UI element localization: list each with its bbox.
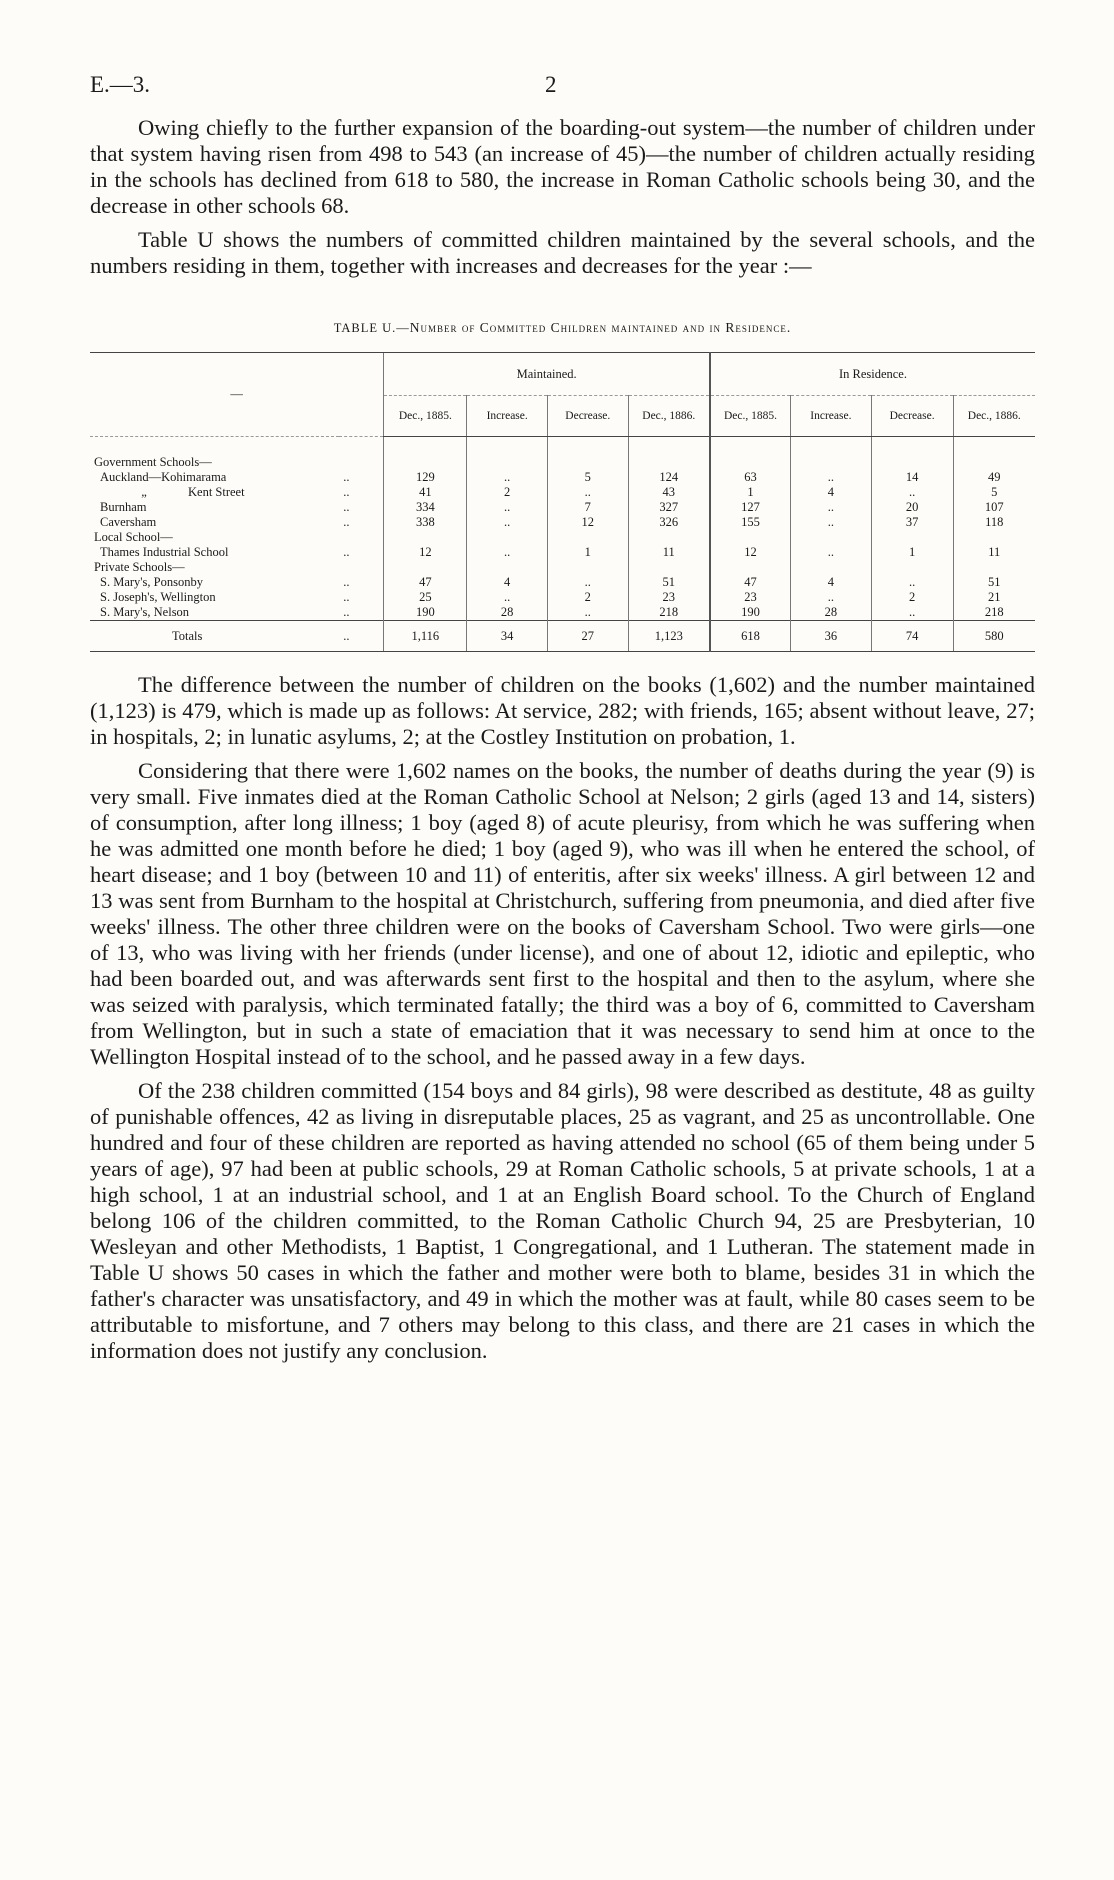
row-label: S. Joseph's, Wellington — [100, 590, 216, 604]
table-cell: 43 — [628, 485, 710, 500]
table-cell: .. — [467, 470, 548, 485]
table-cell: 155 — [710, 515, 791, 530]
table-cell: 41 — [384, 485, 467, 500]
stub-header: — — [90, 353, 384, 437]
row-label: Burnham — [100, 500, 147, 514]
row-label: Caversham — [100, 515, 157, 529]
paragraph: Owing chiefly to the further expansion of the boarding-out system—the number of children under that system having risen from 498 to 543 (an increase of 45)—the number of children actually residing in the schools has declined from 618 to 580, the increase in Roman Catholic schools being 30, and the decrease in other schools 68. — [90, 115, 1035, 218]
table-caption-title: Number of Committed Children maintained and in Residence. — [409, 320, 792, 335]
total-cell: 580 — [953, 621, 1035, 652]
table-cell: 338 — [384, 515, 467, 530]
table-row — [90, 545, 1035, 560]
table-cell: 4 — [791, 575, 872, 590]
total-cell: 74 — [871, 621, 953, 652]
row-label — [90, 485, 339, 500]
table-row — [90, 500, 1035, 515]
table-cell: 327 — [628, 500, 710, 515]
table-cell: 2 — [871, 590, 953, 605]
table-row — [90, 605, 1035, 621]
table-cell: 25 — [384, 590, 467, 605]
table-cell: 11 — [628, 545, 710, 560]
table-row — [90, 515, 1035, 530]
table-cell: 28 — [467, 605, 548, 621]
paragraph: Table U shows the numbers of committed children maintained by the several schools, and the numbers residing in them, together with increases and decreases for the year :— — [90, 227, 1035, 278]
table-cell: .. — [791, 545, 872, 560]
table-cell: 190 — [710, 605, 791, 621]
table-cell: 51 — [628, 575, 710, 590]
table-cell: .. — [547, 605, 628, 621]
column-header: Decrease. — [871, 396, 953, 437]
table-cell: 2 — [547, 590, 628, 605]
paragraph: The difference between the number of children on the books (1,602) and the number maintained (1,123) is 479, which is made up as follows: At service, 282; with friends, 165; absent without leave, 27; in hospitals, 2; in lunatic asylums, 2; at the Costley Institution on probation, 1. — [90, 672, 1035, 749]
table-cell: 124 — [628, 470, 710, 485]
table-row — [90, 590, 1035, 605]
table-cell: 4 — [791, 485, 872, 500]
leader-dots: .. — [343, 575, 350, 589]
table-cell: 7 — [547, 500, 628, 515]
table-cell: .. — [871, 605, 953, 621]
table-cell: .. — [791, 515, 872, 530]
column-header: Increase. — [467, 396, 548, 437]
table-caption — [90, 320, 1035, 336]
section-label: Local School— — [94, 530, 173, 544]
total-cell: 1,123 — [628, 621, 710, 652]
table-cell: 12 — [710, 545, 791, 560]
leader-dots: .. — [343, 605, 350, 619]
column-header: Increase. — [791, 396, 872, 437]
section-label: Private Schools— — [94, 560, 185, 574]
row-label: S. Mary's, Nelson — [100, 605, 190, 619]
group-header-residence: In Residence. — [710, 353, 1035, 396]
table-cell: 107 — [953, 500, 1035, 515]
total-cell: 1,116 — [384, 621, 467, 652]
page-number: 2 — [545, 72, 557, 97]
table-cell: 47 — [384, 575, 467, 590]
column-header: Decrease. — [547, 396, 628, 437]
intro-text — [90, 115, 1035, 287]
table-cell: .. — [871, 575, 953, 590]
leader-dots: .. — [339, 621, 384, 652]
table-cell: 51 — [953, 575, 1035, 590]
section-row — [90, 560, 1035, 575]
table-cell: 118 — [953, 515, 1035, 530]
table-cell: 1 — [547, 545, 628, 560]
row-label: S. Mary's, Ponsonby — [100, 575, 203, 589]
row-label-text: Kent Street — [188, 485, 245, 499]
table-cell: 12 — [384, 545, 467, 560]
table-cell: 23 — [710, 590, 791, 605]
table-cell: 1 — [871, 545, 953, 560]
table-cell: .. — [467, 500, 548, 515]
leader-dots: .. — [343, 590, 350, 604]
table-cell: 2 — [467, 485, 548, 500]
table-cell: .. — [547, 485, 628, 500]
totals-label: Totals — [90, 621, 339, 652]
column-header: Dec., 1885. — [384, 396, 467, 437]
table-cell: .. — [871, 485, 953, 500]
section-label: Government Schools— — [94, 455, 212, 469]
table-cell: .. — [467, 545, 548, 560]
table-cell: 47 — [710, 575, 791, 590]
table-cell: 63 — [710, 470, 791, 485]
column-header: Dec., 1885. — [710, 396, 791, 437]
table-cell: 129 — [384, 470, 467, 485]
row-label: Auckland—Kohimarama — [100, 470, 227, 484]
leader-dots: .. — [343, 500, 350, 514]
table-row — [90, 575, 1035, 590]
table-cell: .. — [467, 515, 548, 530]
table-cell: .. — [547, 575, 628, 590]
table-cell: .. — [791, 470, 872, 485]
total-cell: 36 — [791, 621, 872, 652]
table-row — [90, 485, 1035, 500]
table-cell: .. — [791, 590, 872, 605]
section-row — [90, 530, 1035, 545]
table-cell: 28 — [791, 605, 872, 621]
table-cell: .. — [791, 500, 872, 515]
column-header: Dec., 1886. — [628, 396, 710, 437]
row-label: Thames Industrial School — [100, 545, 229, 559]
total-cell: 618 — [710, 621, 791, 652]
page-header — [90, 72, 1035, 102]
section-row — [90, 437, 1035, 471]
body-text — [90, 672, 1035, 1372]
table-row — [90, 470, 1035, 485]
table-caption-prefix: TABLE U.— — [333, 321, 410, 335]
table-cell: 21 — [953, 590, 1035, 605]
column-header: Dec., 1886. — [953, 396, 1035, 437]
table-cell: 4 — [467, 575, 548, 590]
leader-dots: .. — [343, 470, 350, 484]
table-cell: 20 — [871, 500, 953, 515]
table-cell: 49 — [953, 470, 1035, 485]
paragraph: Considering that there were 1,602 names on the books, the number of deaths during the year (9) is very small. Five inmates died at the Roman Catholic School at Nelson; 2 girls (aged 13 and 14, sisters) of consumption, after long illness; 1 boy (aged 8) of acute pleurisy, from which he was suffering when he was admitted one month before he died; 1 boy (aged 9), who was ill when he entered the school, of heart disease; and 1 boy (between 10 and 11) of enteritis, after six weeks' illness. A girl between 12 and 13 was sent from Burnham to the hospital at Christchurch, suffering from pneumonia, and died after five weeks' illness. The other three children were on the books of Caversham School. Two were girls—one of 13, who was living with her friends (under license), and one of about 12, idiotic and epileptic, who had been boarded out, and was afterwards sent first to the hospital and then to the asylum, where she was seized with paralysis, which terminated fatally; the third was a boy of 6, committed to Caversham from Wellington, but in such a state of emaciation that it was necessary to send him at once to the Wellington Hospital instead of to the school, and he passed away in a few days. — [90, 758, 1035, 1069]
table-cell: 5 — [953, 485, 1035, 500]
totals-row — [90, 621, 1035, 652]
table-u — [90, 352, 1035, 652]
table-cell: 5 — [547, 470, 628, 485]
paragraph: Of the 238 children committed (154 boys and 84 girls), 98 were described as destitute, 48 as guilty of punishable offences, 42 as living in disreputable places, 25 as vagrant, and 25 as uncontrollable. One hundred and four of these children are reported as having attended no school (65 of them being under 5 years of age), 97 had been at public schools, 29 at Roman Catholic schools, 5 at private schools, 1 at a high school, 1 at an industrial school, and 1 at an English Board school. To the Church of England belong 106 of the children committed, to the Roman Catholic Church 94, 25 are Presbyterian, 10 Wesleyan and other Methodists, 1 Baptist, 1 Congregational, and 1 Lutheran. The statement made in Table U shows 50 cases in which the father and mother were both to blame, besides 31 in which the father's character was unsatisfactory, and 49 in which the mother was at fault, while 80 cases seem to be attributable to misfortune, and 7 others may belong to this class, and there are 21 cases in which the information does not justify any conclusion. — [90, 1078, 1035, 1363]
table-cell: 23 — [628, 590, 710, 605]
table-cell: 37 — [871, 515, 953, 530]
table-cell: 190 — [384, 605, 467, 621]
group-header-maintained: Maintained. — [384, 353, 710, 396]
table-cell: 334 — [384, 500, 467, 515]
table-cell: 218 — [953, 605, 1035, 621]
total-cell: 27 — [547, 621, 628, 652]
leader-dots: .. — [343, 485, 350, 499]
table-cell: 218 — [628, 605, 710, 621]
table-cell: 326 — [628, 515, 710, 530]
table-cell: .. — [467, 590, 548, 605]
table-cell: 127 — [710, 500, 791, 515]
leader-dots: .. — [343, 545, 350, 559]
table-cell: 12 — [547, 515, 628, 530]
table-cell: 1 — [710, 485, 791, 500]
table-cell: 14 — [871, 470, 953, 485]
report-reference: E.—3. — [90, 72, 151, 97]
leader-dots: .. — [343, 515, 350, 529]
ditto-mark: „ — [141, 485, 147, 499]
table-cell: 11 — [953, 545, 1035, 560]
total-cell: 34 — [467, 621, 548, 652]
